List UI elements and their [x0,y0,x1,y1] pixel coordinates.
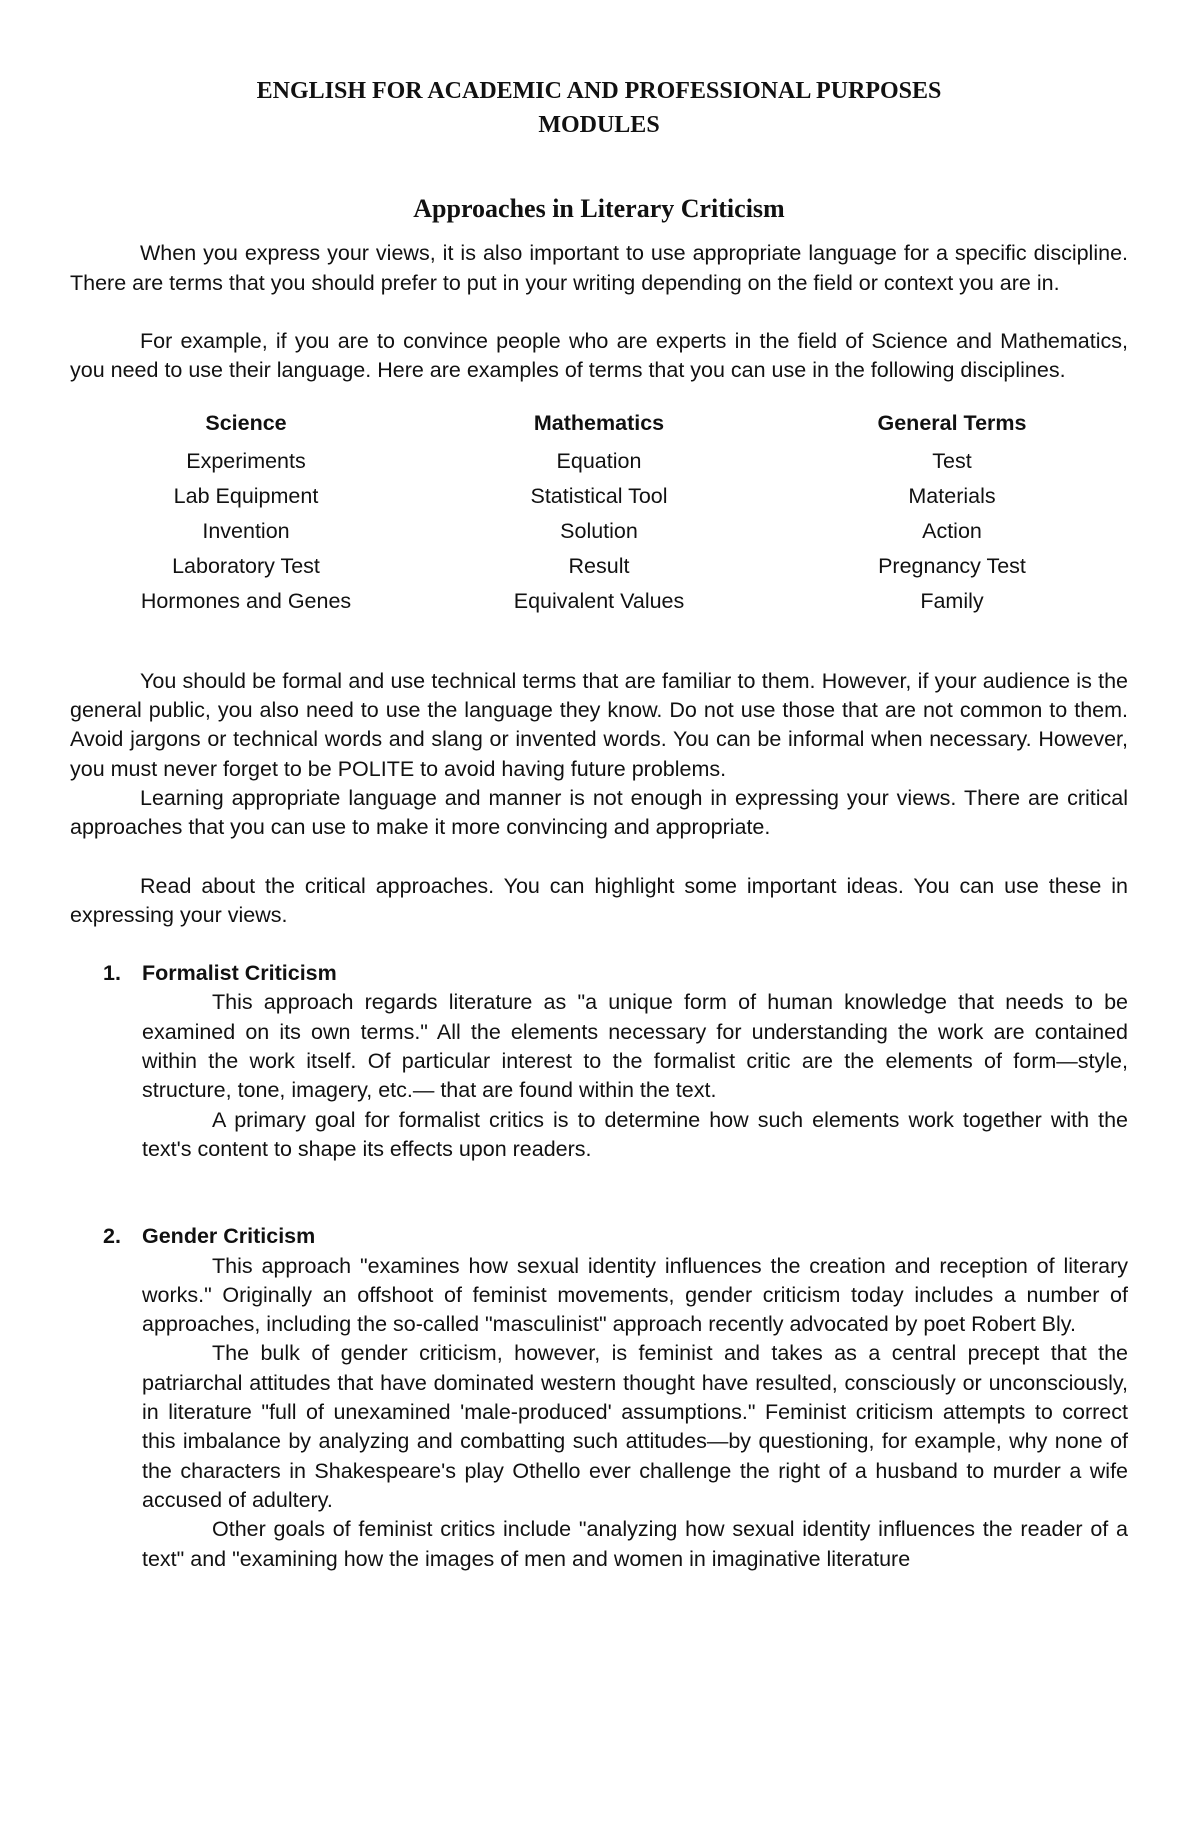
intro-paragraph-2: For example, if you are to convince people who are experts in the field of Science and Mathematics, you need to use their language. Here are examples of terms that you can use in the following disciplines. [70,328,1128,383]
body-paragraph-read-approaches: Read about the critical approaches. You can highlight some important ideas. You can use these in expressing your views. [70,873,1128,927]
term-cell: Materials [908,483,996,508]
column-header-science: Science [205,411,287,436]
term-cell: Action [922,518,982,543]
terms-column-general [776,409,1128,618]
terms-table [70,409,1128,618]
approach-heading [70,959,1128,988]
term-cell: Test [932,448,972,473]
document-page [70,70,1128,1574]
term-cell: Family [920,588,984,613]
column-header-general-terms: General Terms [877,411,1027,436]
approach-paragraph: A primary goal for formalist critics is to determine how such elements work together with the text's content to shape its effects upon readers. [142,1107,1128,1161]
body-paragraph-formal-terms: You should be formal and use technical terms that are familiar to them. However, if your audience is the general public, you also need to use the language they know. Do not use those that are not common to them. Avoid jargons or technical words and slang or invented words. You can be informal when necessary. However, you must never forget to be POLITE to avoid having future problems. [70,668,1128,781]
approach-item-gender [70,1222,1128,1574]
approach-number: 2. [103,1224,121,1249]
document-title-line-2: MODULES [538,112,660,138]
approach-body [70,1252,1128,1574]
approach-body [70,988,1128,1164]
term-cell: Equivalent Values [513,588,685,613]
column-header-mathematics: Mathematics [533,411,665,436]
section-title: Approaches in Literary Criticism [413,194,785,223]
approach-paragraph: Other goals of feminist critics include "analyzing how sexual identity influences the reader of a text" and "examining how the images of men and women in imaginative literature [142,1517,1128,1571]
term-cell: Result [568,553,630,578]
terms-column-mathematics [423,409,775,618]
intro-paragraph-1: When you express your views, it is also important to use appropriate language for a specific discipline. There are terms that you should prefer to put in your writing depending on the field or context you are in. [70,241,1128,295]
term-cell: Invention [202,518,290,543]
term-cell: Lab Equipment [173,483,319,508]
approach-item-formalist [70,959,1128,1164]
term-cell: Equation [556,448,642,473]
approach-paragraph: This approach regards literature as "a unique form of human knowledge that needs to be examined on its own terms." All the elements necessary for understanding the work are contained within the work itself. Of particular interest to the formalist critic are the elements of form—style, structure, tone, imagery, etc.— that are found within the text. [142,990,1128,1103]
approach-heading [70,1222,1128,1251]
approach-title: Gender Criticism [142,1224,316,1249]
term-cell: Experiments [186,448,306,473]
approach-title: Formalist Criticism [142,961,337,986]
term-cell: Solution [560,518,638,543]
document-title-line-1: ENGLISH FOR ACADEMIC AND PROFESSIONAL PURPOSES [256,78,942,104]
terms-column-science [70,409,422,618]
document-title [70,74,1128,142]
term-cell: Pregnancy Test [878,553,1026,578]
term-cell: Laboratory Test [172,553,320,578]
body-paragraph-appropriate-language: Learning appropriate language and manner is not enough in expressing your views. There are critical approaches that you can use to make it more convincing and appropriate. [70,785,1128,840]
approach-paragraph: This approach "examines how sexual identity influences the creation and reception of literary works." Originally an offshoot of feminist movements, gender criticism today includes a number of approaches, including the so-called "masculinist" approach recently advocated by poet Robert Bly. [142,1253,1128,1337]
approach-paragraph: The bulk of gender criticism, however, is feminist and takes as a central precept that the patriarchal attitudes that have dominated western thought have resulted, consciously or unconsciously, in literature "full of unexamined 'male-produced' assumptions." Feminist criticism attempts to correct this imbalance by analyzing and combatting such attitudes—by questioning, for example, why none of the characters in Shakespeare's play Othello ever challenge the right of a husband to murder a wife accused of adultery. [142,1341,1128,1512]
approach-number: 1. [103,961,121,986]
term-cell: Hormones and Genes [140,588,352,613]
term-cell: Statistical Tool [530,483,668,508]
